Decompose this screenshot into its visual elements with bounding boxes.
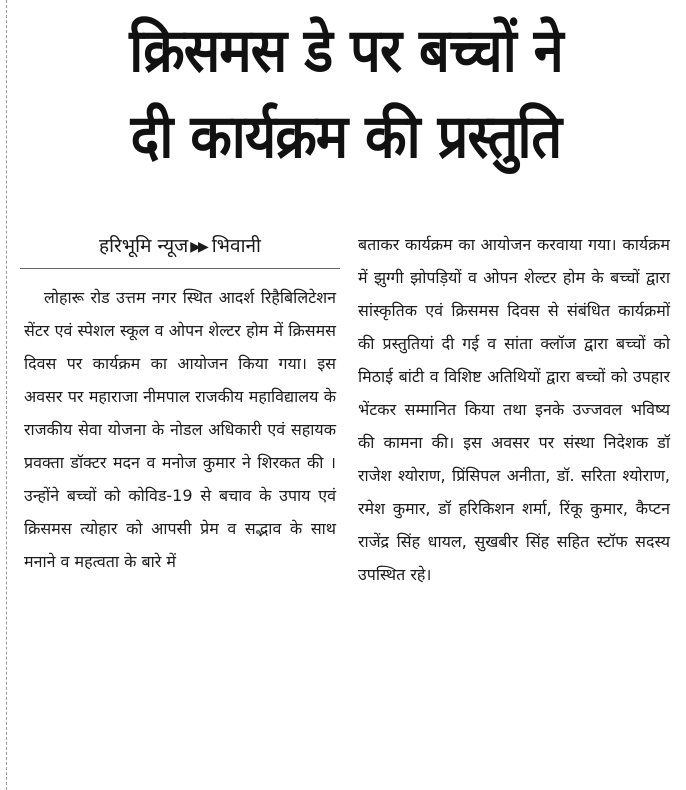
article-column-left: लोहारू रोड उत्तम नगर स्थित आदर्श रिहैबिलिटेशन सेंटर एवं स्पेशल स्कूल व ओपन शेल्टर होम में क्रिसमस दिवस पर कार्यक्रम का आयोजन किया गया। इस अवसर पर महाराजा नीमपाल राजकीय महाविद्यालय के राजकीय सेवा योजना के नोडल अधिकारी एवं सहायक प्रवक्ता डॉक्टर मदन व मनोज कुमार ने शिरकत की । उन्होंने बच्चों को कोविड-19 से बचाव के उपाय एवं क्रिसमस त्योहार को आपसी प्रेम व सद्भाव के साथ मनाने व महत्वता के बारे में (24, 288, 336, 571)
column-divider (6, 0, 7, 790)
byline-location: भिवानी (211, 235, 261, 257)
byline-underline (20, 268, 340, 269)
headline-line-2: दी कार्यक्रम की प्रस्तुति (130, 102, 562, 172)
byline-arrow-icon: ▶▶ (190, 239, 206, 255)
article-column-right: बताकर कार्यक्रम का आयोजन करवाया गया। कार्यक्रम में झुग्गी झोपड़ियों व ओपन शेल्टर होम के बच्चों द्वारा सांस्कृतिक एवं क्रिसमस दिवस से संबंधित कार्यक्रमों की प्रस्तुतियां दी गई व सांता क्लॉज द्वारा बच्चों को मिठाई बांटी व विशिष्ट अतिथियों द्वारा बच्चों को उपहार भेंटकर सम्मानित किया तथा इनके उज्जवल भविष्य की कामना की। इस अवसर पर संस्था निदेशक डॉ राजेश श्योराण, प्रिंसिपल अनीता, डॉ. सरिता श्योराण, रमेश कुमार, डॉ हरिकिशन शर्मा, रिंकू कुमार, कैप्टन राजेंद्र सिंह धायल, सुखबीर सिंह सहित स्टॉफ सदस्य उपस्थित रहे। (358, 235, 670, 584)
byline (20, 226, 340, 266)
byline-source: हरिभूमि न्यूज (99, 235, 189, 257)
headline-line-1: क्रिसमस डे पर बच्चों ने (129, 16, 563, 86)
